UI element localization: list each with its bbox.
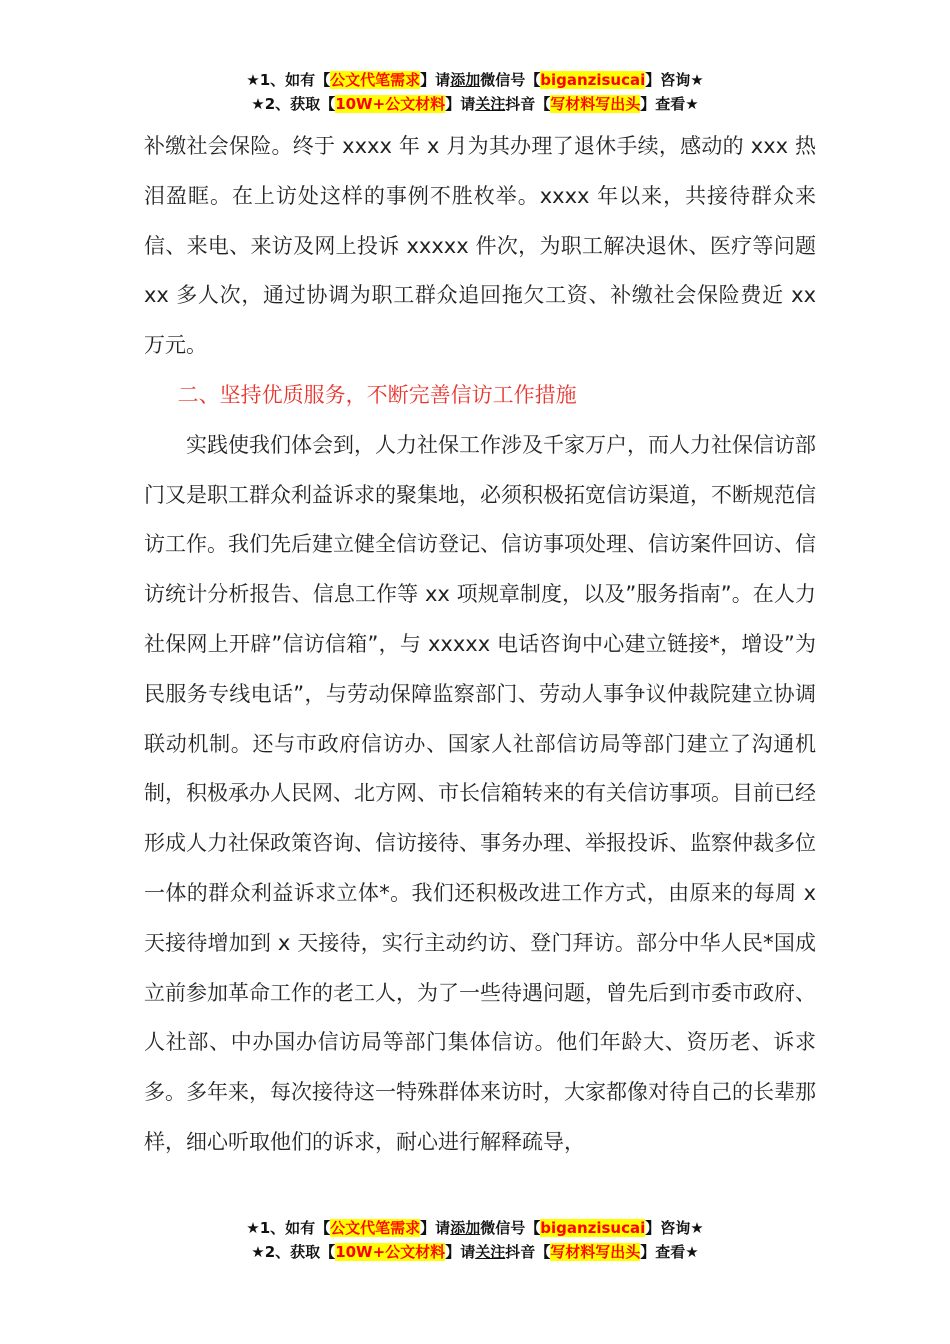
banner-text: ★1、如有【 <box>246 71 331 89</box>
section-heading-2: 二、坚持优质服务，不断完善信访工作措施 <box>177 382 577 407</box>
banner-text: 微信号【 <box>480 1219 541 1237</box>
paragraph-continued: 补缴社会保险。终于 xxxx 年 x 月为其办理了退休手续，感动的 xxx 热泪盈眶。在上访处这样的事例不胜枚举。xxxx 年以来，共接待群众来信、来电、来访及网上投诉 xxxxx 件次，为职工解决退休、医疗等问题 xx 多人次，通过协调为职工群众追回拖欠工资、补缴社会保险费近 xx 万元。 <box>144 134 816 358</box>
paragraph-service-measures: 实践使我们体会到，人力社保工作涉及千家万户，而人力社保信访部门又是职工群众利益诉求的聚集地，必须积极拓宽信访渠道，不断规范信访工作。我们先后建立健全信访登记、信访事项处理、信访案件回访、信访统计分析报告、信息工作等 xx 项规章制度，以及”服务指南”。在人力社保网上开辟”信访信箱”，与 xxxxx 电话咨询中心建立链接*，增设”为民服务专线电话”，与劳动保障监察部门、劳动人事争议仲裁院建立协调联动机制。还与市政府信访办、国家人社部信访局等部门建立了沟通机制，积极承办人民网、北方网、市长信箱转来的有关信访事项。目前已经形成人力社保政策咨询、信访接待、事务办理、举报投诉、监察仲裁多位一体的群众利益诉求立体*。我们还积极改进工作方式，由原来的每周 x 天接待增加到 x 天接待，实行主动约访、登门拜访。部分中华人民*国成立前参加革命工作的老工人，为了一些待遇问题，曾先后到市委市政府、人社部、中办国办信访局等部门集体信访。他们年龄大、资历老、诉求多。多年来，每次接待这一特殊群体来访时，大家都像对待自己的长辈那样，细心听取他们的诉求，耐心进行解释疏导， <box>144 432 816 1154</box>
banner-line-1 <box>0 68 950 92</box>
banner-line-1 <box>0 1216 950 1240</box>
document-body <box>144 122 816 1168</box>
highlight-wechat-id: biganzisucai <box>540 1219 646 1237</box>
banner-text: ★1、如有【 <box>246 1219 331 1237</box>
banner-text: 】请 <box>445 1243 476 1261</box>
underlined-follow: 关注 <box>475 95 506 113</box>
underlined-add: 添加 <box>450 1219 481 1237</box>
banner-text: 】请 <box>420 71 451 89</box>
banner-text: ★2、获取【 <box>251 95 336 113</box>
highlight-douyin-account: 写材料写出头 <box>550 1243 641 1261</box>
highlight-douyin-account: 写材料写出头 <box>550 95 641 113</box>
highlight-materials: 10W+公文材料 <box>335 1243 446 1261</box>
banner-text: 抖音【 <box>505 1243 551 1261</box>
banner-text: 微信号【 <box>480 71 541 89</box>
banner-line-2 <box>0 92 950 116</box>
highlight-ghostwriting: 公文代笔需求 <box>330 71 421 89</box>
banner-text: 】请 <box>445 95 476 113</box>
underlined-add: 添加 <box>450 71 481 89</box>
banner-text: 】查看★ <box>640 95 699 113</box>
banner-text: 抖音【 <box>505 95 551 113</box>
banner-text: 】咨询★ <box>645 71 704 89</box>
highlight-materials: 10W+公文材料 <box>335 95 446 113</box>
underlined-follow: 关注 <box>475 1243 506 1261</box>
highlight-wechat-id: biganzisucai <box>540 71 646 89</box>
header-banner <box>0 68 950 116</box>
highlight-ghostwriting: 公文代笔需求 <box>330 1219 421 1237</box>
banner-line-2 <box>0 1240 950 1264</box>
banner-text: 】咨询★ <box>645 1219 704 1237</box>
footer-banner <box>0 1216 950 1264</box>
banner-text: ★2、获取【 <box>251 1243 336 1261</box>
banner-text: 】请 <box>420 1219 451 1237</box>
banner-text: 】查看★ <box>640 1243 699 1261</box>
